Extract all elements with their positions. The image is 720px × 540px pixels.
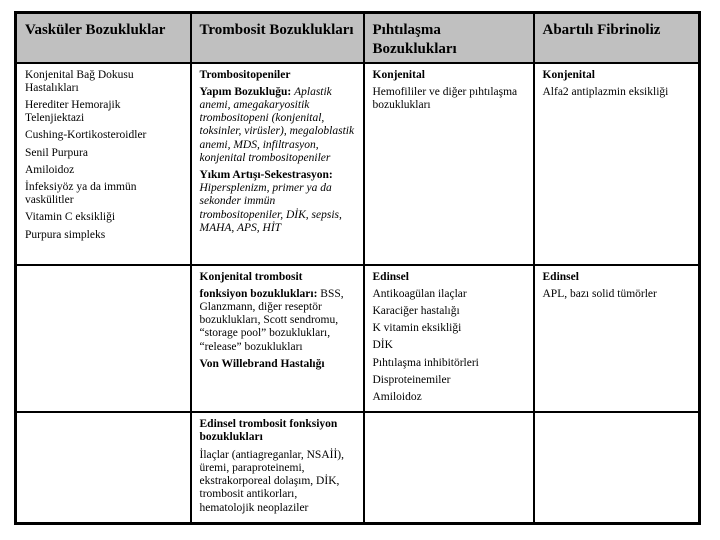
production-text: Aplastik anemi, amegakaryositik trombositopeni (konjenital, toksinler, virüsler), megaloblastik anemi, MDS, infiltrasyon, konjenital trombositopeniler (199, 85, 355, 164)
cell-title: Konjenital (372, 68, 425, 81)
cell-text: Alfa2 antiplazmin eksikliği (542, 85, 669, 98)
cell-fibrinolysis-acquired (534, 265, 700, 413)
list-item: DİK (372, 339, 393, 352)
cell-platelet-function-congenital (191, 265, 364, 413)
cell-thrombocytopenias (191, 63, 364, 265)
list-item: Disproteinemiler (372, 373, 451, 386)
cell-platelet-function-acquired (191, 412, 364, 523)
cell-vascular-list (16, 63, 191, 265)
list-item: Herediter Hemorajik Telenjiektazi (25, 98, 121, 125)
list-item: Vitamin C eksikliği (25, 211, 116, 224)
production-label: Yapım Bozukluğu: (199, 85, 292, 98)
cell-empty (364, 412, 534, 523)
list-item: Purpura simpleks (25, 228, 106, 241)
cell-fibrinolysis-congenital (534, 63, 700, 265)
vwd-title: Von Willebrand Hastalığı (199, 357, 325, 370)
cell-coagulation-acquired (364, 265, 534, 413)
bleeding-disorders-table (14, 11, 701, 525)
cell-empty (16, 412, 191, 523)
function-label: fonksiyon bozuklukları: (199, 287, 318, 300)
destruction-paragraph (200, 169, 355, 235)
list-item: Antikoagülan ilaçlar (372, 287, 467, 300)
cell-coagulation-congenital (364, 63, 534, 265)
list-item: Konjenital Bağ Dokusu Hastalıkları (25, 68, 134, 94)
destruction-label: Yıkım Artışı-Sekestrasyon: (199, 169, 333, 182)
header-row (16, 13, 700, 63)
list-item: Amiloidoz (372, 391, 422, 404)
table-row (16, 265, 700, 413)
destruction-text: Hipersplenizm, primer ya da sekonder immün trombositopeniler, DİK, sepsis, MAHA, APS, HİT (199, 182, 342, 234)
cell-title: Trombositopeniler (199, 68, 291, 81)
cell-empty (16, 265, 191, 413)
list-item: Karaciğer hastalığı (372, 304, 460, 317)
cell-empty (534, 412, 700, 523)
list-item: Amiloidoz (25, 163, 75, 176)
header-vascular-disorders: Vasküler Bozukluklar (16, 13, 191, 63)
table-row (16, 63, 700, 265)
list-item: Senil Purpura (25, 146, 88, 159)
header-exaggerated-fibrinolysis: Abartılı Fibrinoliz (534, 13, 700, 63)
table-row (16, 412, 700, 523)
cell-title: Edinsel (372, 270, 409, 283)
header-platelet-disorders: Trombosit Bozuklukları (191, 13, 364, 63)
function-text: BSS, Glanzmann, diğer reseptör bozuklukları, Scott sendromu, “storage pool” bozuklukları, “release” bozuklukları (199, 287, 344, 353)
list-item: K vitamin eksikliği (372, 322, 462, 335)
cell-text: İlaçlar (antiagreganlar, NSAİİ), üremi, paraproteinemi, ekstrakorporeal dolaşım, DİK, trombosit antikorları, hematolojik neoplaziler (199, 448, 344, 514)
list-item: Pıhtılaşma inhibitörleri (372, 356, 479, 369)
function-paragraph (200, 288, 355, 354)
cell-title: Edinsel (542, 270, 579, 283)
cell-title: Edinsel trombosit fonksiyon bozuklukları (199, 418, 338, 444)
cell-title: Konjenital (542, 68, 595, 81)
header-coagulation-disorders: Pıhtılaşma Bozuklukları (364, 13, 534, 63)
cell-text: Hemofililer ve diğer pıhtılaşma bozuklukları (372, 85, 518, 111)
list-item: İnfeksiyöz ya da immün vaskülitler (25, 181, 137, 207)
cell-title: Konjenital trombosit (199, 270, 303, 283)
production-paragraph (200, 86, 355, 165)
cell-text: APL, bazı solid tümörler (542, 287, 657, 300)
list-item: Cushing-Kortikosteroidler (25, 129, 147, 142)
